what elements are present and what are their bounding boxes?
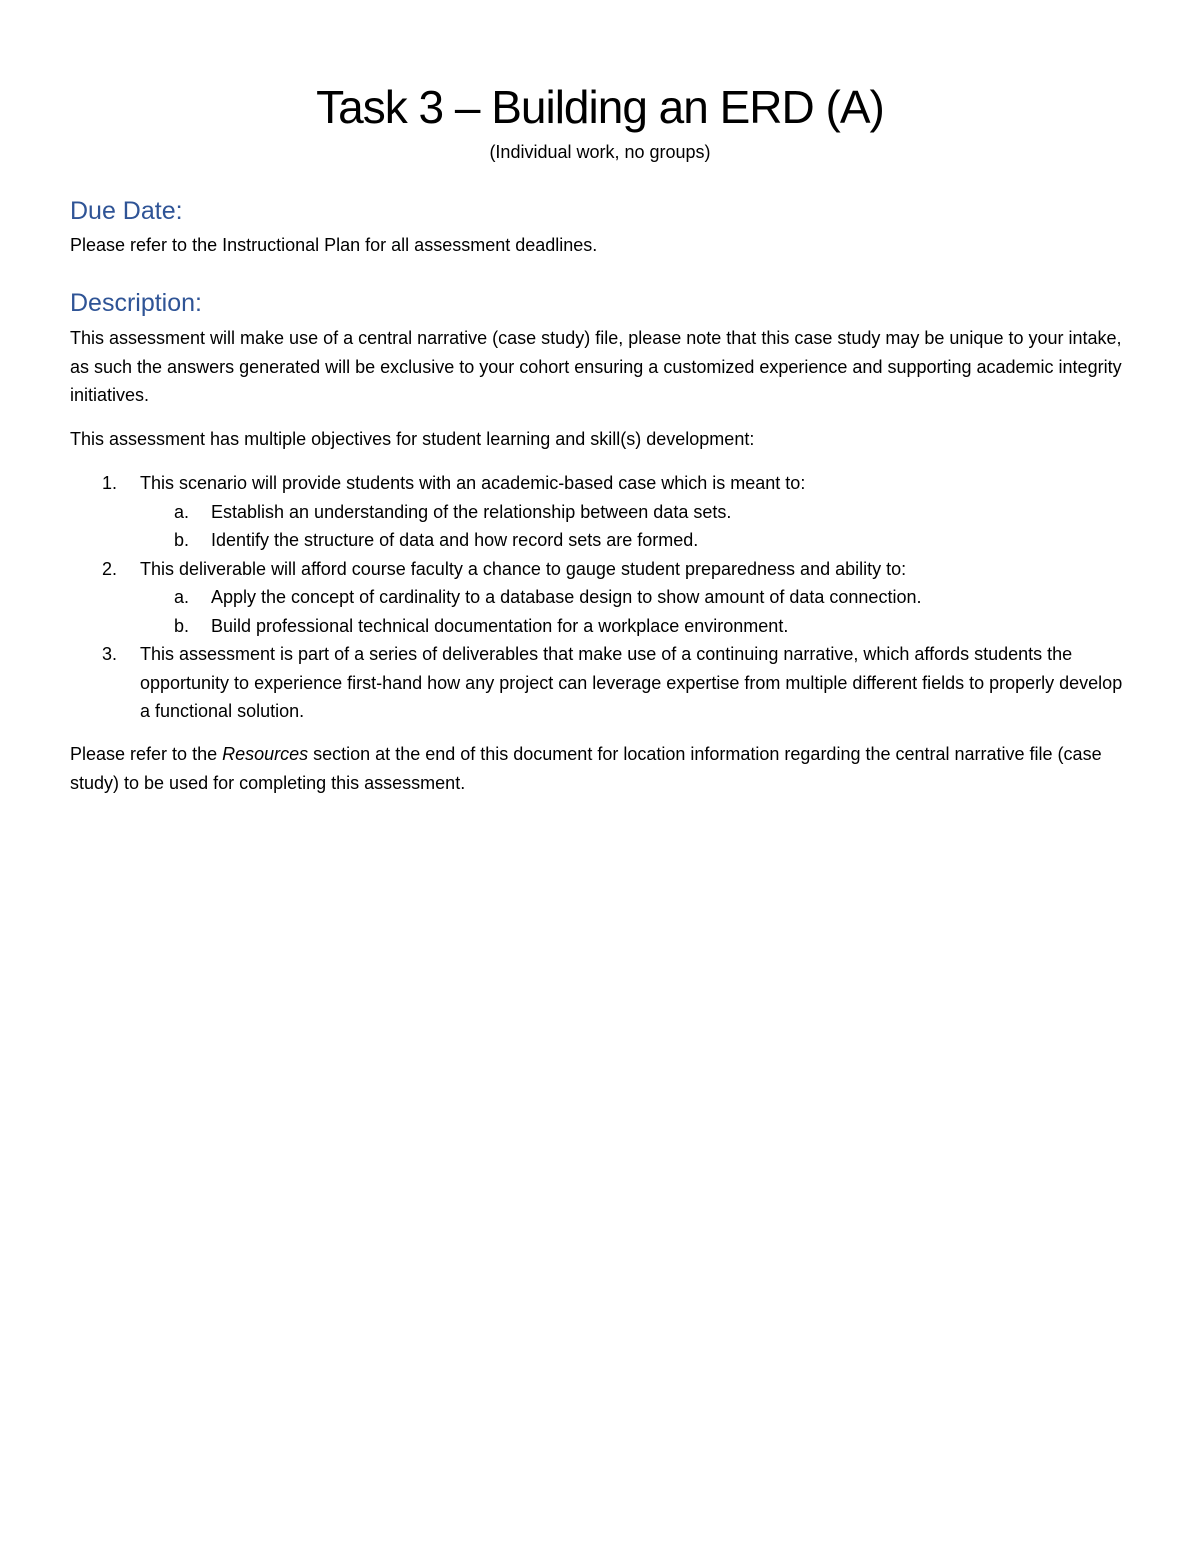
sub-list-marker: b. [174, 530, 190, 550]
closing-text-after: section at the end of this document for location information regarding the central narrative file (case study) to be used for completing this assessment. [70, 744, 1102, 793]
description-paragraph: This assessment will make use of a central narrative (case study) file, please note that this case study may be unique to your intake, as such the answers generated will be exclusive to your cohort ensuring a customized experience and supporting academic integrity initiatives. [70, 328, 1122, 405]
description-heading: Description: [70, 289, 202, 317]
list-marker: 1. [102, 473, 118, 493]
list-item [70, 640, 1130, 726]
page-title: Task 3 – Building an ERD (A) [316, 81, 884, 133]
list-item [70, 469, 1130, 498]
resources-reference: Resources [222, 744, 309, 764]
document-page [70, 0, 1130, 1553]
sub-list-item [70, 498, 1130, 527]
sub-list-item-text: Identify the structure of data and how record sets are formed. [211, 530, 699, 550]
due-date-text: Please refer to the Instructional Plan for all assessment deadlines. [70, 235, 598, 255]
objectives-list [70, 469, 1130, 726]
sub-list-marker: a. [174, 501, 190, 522]
sub-list-item-text: Build professional technical documentation for a workplace environment. [211, 615, 789, 636]
page-subtitle: (Individual work, no groups) [489, 142, 711, 162]
list-marker: 3. [102, 644, 118, 664]
list-item-text: This scenario will provide students with an academic-based case which is meant to: [140, 473, 806, 493]
sub-list-item [70, 612, 1130, 641]
list-marker: 2. [102, 558, 118, 579]
list-item [70, 555, 1130, 584]
list-item-text: This deliverable will afford course faculty a chance to gauge student preparedness and ability to: [140, 558, 907, 579]
closing-text-before: Please refer to the [70, 744, 223, 764]
sub-list-marker: b. [174, 615, 190, 636]
sub-list-item-text: Establish an understanding of the relationship between data sets. [211, 501, 732, 522]
sub-list-item-text: Apply the concept of cardinality to a database design to show amount of data connection. [211, 587, 922, 607]
sub-list-marker: a. [174, 587, 190, 607]
objectives-intro: This assessment has multiple objectives for student learning and skill(s) development: [70, 429, 755, 449]
sub-list-item [70, 583, 1130, 612]
list-item-text: This assessment is part of a series of deliverables that make use of a continuing narrative, which affords students the opportunity to experience first-hand how any project can leverage expertise from multiple different fields to properly develop a functional solution. [140, 644, 1123, 721]
closing-paragraph [70, 740, 1130, 797]
due-date-heading: Due Date: [70, 197, 183, 225]
sub-list-item [70, 526, 1130, 555]
